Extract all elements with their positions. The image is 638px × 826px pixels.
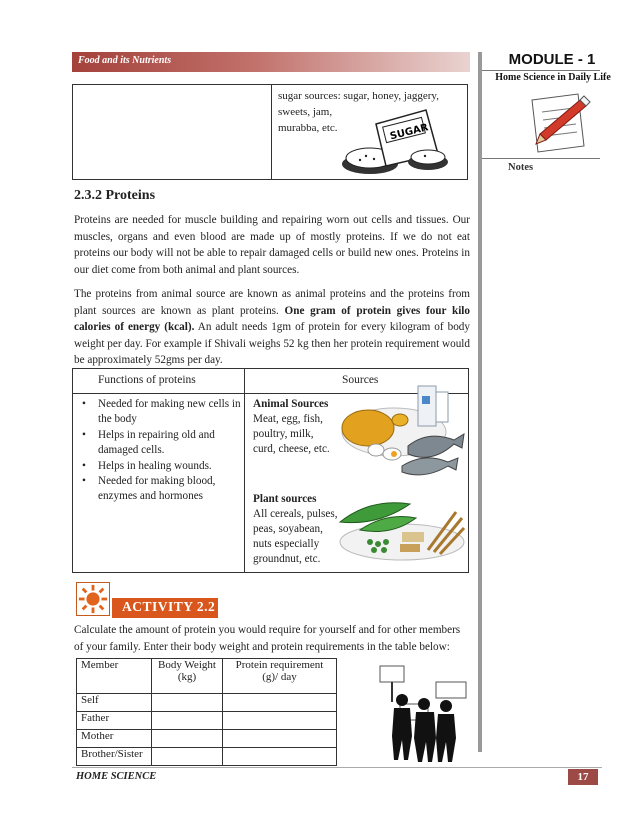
function-text: Needed for making blood, enzymes and hormones bbox=[98, 475, 216, 502]
paragraph-text: An adult needs 1gm of protein for every kilogram of body weight per day. For example if Shivali weighs 52 kg then her protein requirement would be approximately 52gms per day. bbox=[74, 321, 470, 366]
paragraph-emphasis: One gram of protein gives four kilo calories of energy (kcal). bbox=[74, 304, 471, 333]
module-rule bbox=[482, 70, 600, 71]
functions-header: Functions of proteins bbox=[98, 374, 196, 386]
notes-label: Notes bbox=[508, 162, 534, 173]
function-text: Helps in healing wounds. bbox=[98, 460, 212, 472]
footer-rule bbox=[72, 767, 602, 768]
box-divider bbox=[271, 85, 272, 179]
paragraph-text: The proteins from animal source are known as animal proteins and the proteins from plant sources are known as plant proteins. bbox=[74, 288, 470, 317]
sugar-sack-illustration bbox=[340, 104, 450, 176]
member-cell: Self bbox=[77, 694, 152, 712]
weight-cell[interactable] bbox=[152, 712, 223, 730]
sources-header: Sources bbox=[342, 374, 379, 386]
section-header-band bbox=[72, 52, 470, 72]
activity-label: ACTIVITY 2.2 bbox=[122, 599, 216, 614]
table-row bbox=[77, 730, 337, 748]
animal-line: curd, cheese, etc. bbox=[253, 443, 330, 455]
animal-line: Meat, egg, fish, bbox=[253, 413, 323, 425]
body-weight-header: Body Weight (kg) bbox=[152, 659, 223, 694]
function-item: • Needed for making new cells in the body bbox=[82, 397, 247, 427]
section-header-title: Food and its Nutrients bbox=[78, 55, 172, 66]
requirement-cell[interactable] bbox=[223, 694, 337, 712]
protein-requirement-header: Protein requirement (g)/ day bbox=[223, 659, 337, 694]
sugar-line: sugar sources: sugar, honey, jaggery, bbox=[278, 90, 439, 102]
margin-divider bbox=[478, 52, 482, 752]
member-cell: Father bbox=[77, 712, 152, 730]
function-item: • Helps in healing wounds. bbox=[82, 459, 247, 474]
plant-line: groundnut, etc. bbox=[253, 553, 321, 565]
requirement-cell[interactable] bbox=[223, 712, 337, 730]
function-text: Needed for making new cells in the body bbox=[98, 398, 241, 425]
table-header-row bbox=[77, 659, 337, 694]
paragraph-intro: Proteins are needed for muscle building and repairing worn out cells and tissues. Our muscles, organs and even blood are made up of mostly proteins. If we do not eat proteins our body will not be able to repair damaged cells or build new ones. Proteins in our diet come from both animal and plant sources. bbox=[74, 214, 470, 276]
activity-label-band bbox=[112, 598, 218, 618]
sugar-line: sweets, jam, bbox=[278, 106, 333, 118]
function-item: • Helps in repairing old and damaged cells. bbox=[82, 428, 247, 458]
table-row bbox=[77, 712, 337, 730]
animal-food-illustration bbox=[338, 382, 466, 482]
weight-cell[interactable] bbox=[152, 694, 223, 712]
sugar-line: murabba, etc. bbox=[278, 122, 338, 134]
notes-pencil-icon bbox=[518, 90, 596, 156]
function-text: Helps in repairing old and damaged cells. bbox=[98, 429, 215, 456]
people-silhouette-illustration bbox=[376, 662, 472, 764]
sugar-sack-label: SUGAR bbox=[388, 122, 430, 143]
plant-sources-title: Plant sources bbox=[253, 493, 317, 505]
member-protein-table bbox=[76, 658, 337, 766]
animal-sources-title: Animal Sources bbox=[253, 398, 329, 410]
member-header: Member bbox=[77, 659, 152, 694]
activity-instructions: Calculate the amount of protein you would require for yourself and for other members of your family. Enter their body weight and protein requirements in the table below: bbox=[74, 624, 461, 653]
plant-food-illustration bbox=[330, 496, 466, 564]
member-cell: Mother bbox=[77, 730, 152, 748]
plant-line: nuts especially bbox=[253, 538, 320, 550]
table-row bbox=[77, 748, 337, 766]
plant-line: All cereals, pulses, bbox=[253, 508, 338, 520]
module-title: MODULE - 1 bbox=[508, 51, 596, 68]
table-row bbox=[77, 694, 337, 712]
activity-sun-icon bbox=[76, 582, 110, 616]
plant-line: peas, soyabean, bbox=[253, 523, 323, 535]
page-number: 17 bbox=[577, 771, 589, 783]
footer-title: HOME SCIENCE bbox=[76, 771, 157, 782]
member-cell: Brother/Sister bbox=[77, 748, 152, 766]
module-subtitle: Home Science in Daily Life bbox=[495, 72, 611, 83]
notes-rule bbox=[482, 158, 600, 159]
requirement-cell[interactable] bbox=[223, 730, 337, 748]
animal-line: poultry, milk, bbox=[253, 428, 314, 440]
weight-cell[interactable] bbox=[152, 730, 223, 748]
requirement-cell[interactable] bbox=[223, 748, 337, 766]
weight-cell[interactable] bbox=[152, 748, 223, 766]
function-item: • Needed for making blood, enzymes and hormones bbox=[82, 474, 247, 504]
page-number-badge bbox=[568, 769, 598, 785]
paragraph-sources bbox=[74, 286, 470, 369]
section-heading: 2.3.2 Proteins bbox=[74, 188, 156, 203]
